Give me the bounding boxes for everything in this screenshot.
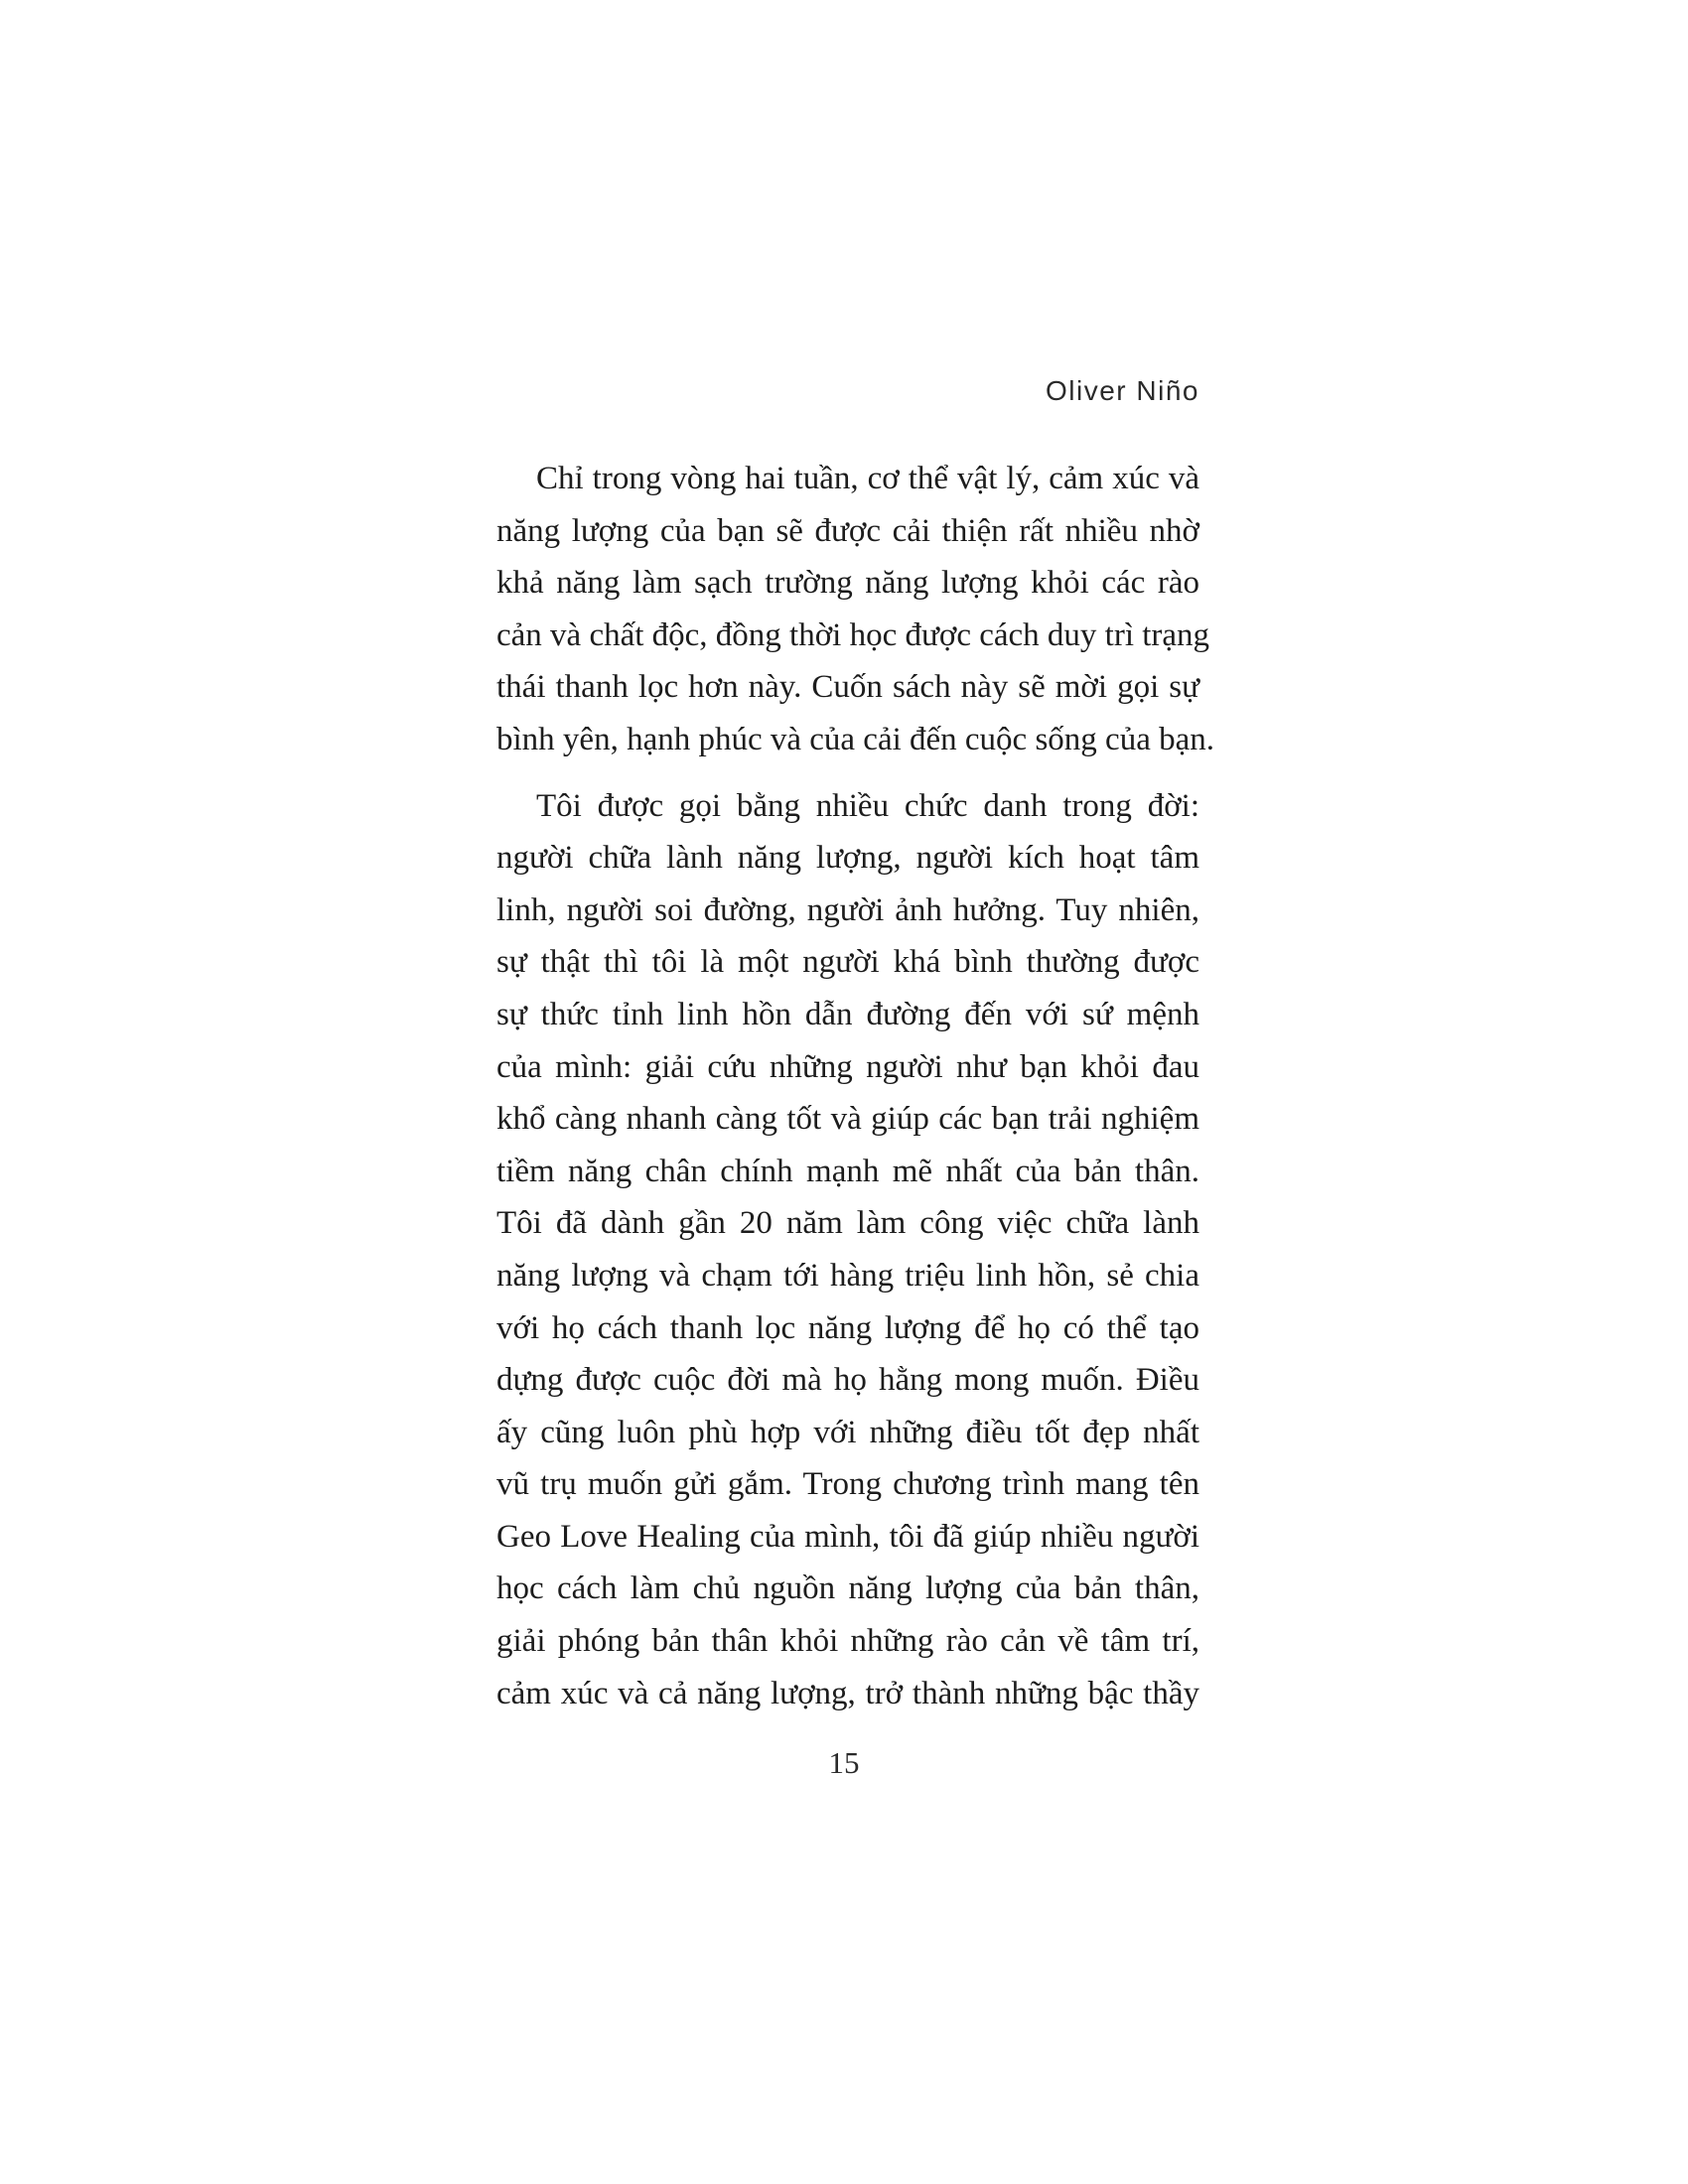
text-line: dựng được cuộc đời mà họ hằng mong muốn. Điều [496, 1362, 1199, 1399]
text-line: của mình: giải cứu những người như bạn khỏi đau [496, 1048, 1199, 1085]
text-line: giải phóng bản thân khỏi những rào cản về tâm trí, [496, 1623, 1199, 1660]
text-line: linh, người soi đường, người ảnh hưởng. Tuy nhiên, [496, 891, 1199, 928]
text-line: vũ trụ muốn gửi gắm. Trong chương trình mang tên [496, 1466, 1199, 1503]
paragraph-2 [496, 780, 1199, 1720]
text-line: sự thật thì tôi là một người khá bình thường được [496, 944, 1199, 981]
text-line: cảm xúc và cả năng lượng, trở thành những bậc thầy [496, 1675, 1199, 1711]
text-line: năng lượng và chạm tới hàng triệu linh hồn, sẻ chia [496, 1257, 1199, 1294]
text-line: người chữa lành năng lượng, người kích hoạt tâm [496, 840, 1199, 877]
text-line: ấy cũng luôn phù hợp với những điều tốt đẹp nhất [496, 1414, 1199, 1450]
text-line: sự thức tỉnh linh hồn dẫn đường đến với sứ mệnh [496, 996, 1199, 1032]
text-line: khả năng làm sạch trường năng lượng khỏi các rào [496, 565, 1199, 602]
body-text [496, 453, 1214, 1719]
page-number: 15 [828, 1745, 860, 1780]
text-line: thái thanh lọc hơn này. Cuốn sách này sẽ mời gọi sự [496, 669, 1199, 706]
text-line: học cách làm chủ nguồn năng lượng của bản thân, [496, 1570, 1199, 1607]
text-line: Tôi được gọi bằng nhiều chức danh trong đời: [536, 787, 1199, 824]
text-line: với họ cách thanh lọc năng lượng để họ có thể tạo [496, 1309, 1199, 1346]
text-line: Tôi đã dành gần 20 năm làm công việc chữa lành [496, 1205, 1199, 1242]
text-line: khổ càng nhanh càng tốt và giúp các bạn trải nghiệm [496, 1101, 1199, 1138]
paragraph-spacer [496, 766, 1199, 780]
text-line: Geo Love Healing của mình, tôi đã giúp nhiều người [496, 1518, 1199, 1555]
text-line: cản và chất độc, đồng thời học được cách duy trì trạng [496, 616, 1210, 653]
text-line: tiềm năng chân chính mạnh mẽ nhất của bản thân. [496, 1153, 1199, 1189]
paragraph-1 [496, 453, 1214, 766]
text-line: năng lượng của bạn sẽ được cải thiện rất nhiều nhờ [496, 512, 1199, 549]
text-line: bình yên, hạnh phúc và của cải đến cuộc sống của bạn. [496, 721, 1214, 757]
text-line: Chỉ trong vòng hai tuần, cơ thể vật lý, cảm xúc và [536, 461, 1199, 496]
running-header-author: Oliver Niño [1046, 375, 1199, 406]
